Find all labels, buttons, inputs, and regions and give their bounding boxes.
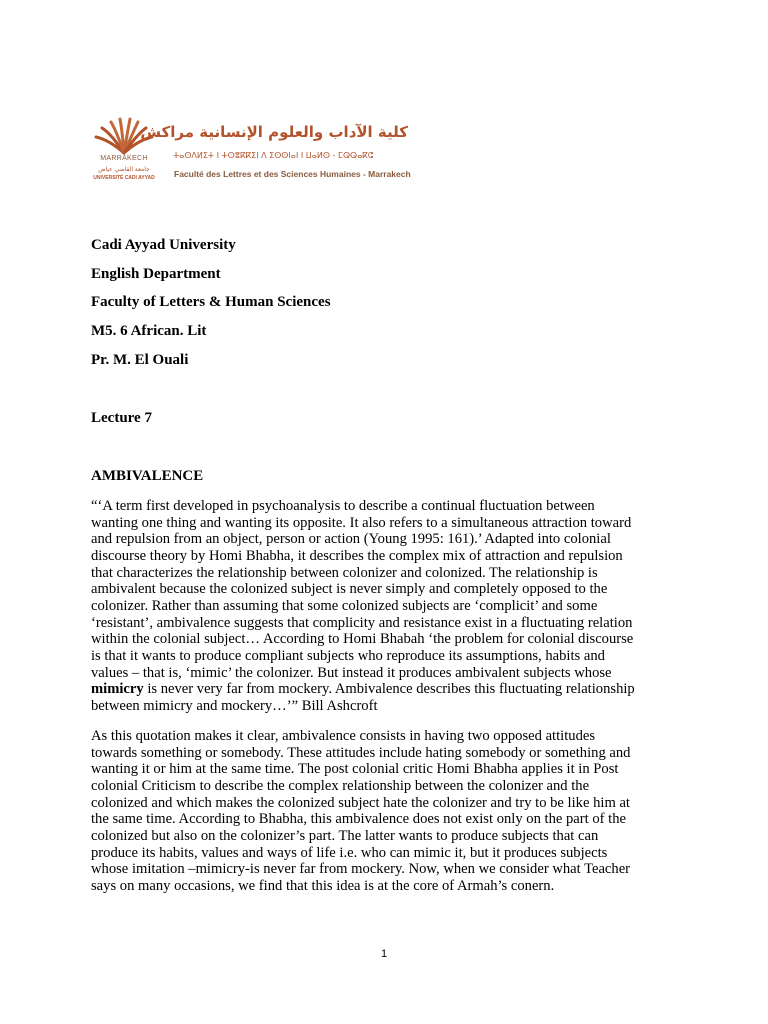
- text-line: colonized and which makes the colonized subject hate the colonizer and try to be like him at: [91, 794, 630, 811]
- lecture-number: Lecture 7: [91, 410, 152, 426]
- text-line: the same time. According to Bhabha, this ambivalence does not exist only on the part of the: [91, 811, 626, 828]
- faculty-name: Faculty of Letters & Human Sciences: [91, 294, 331, 310]
- text-line: colonial Criticism to describe the complex relationship between the colonizer and the: [91, 777, 590, 794]
- text-line: ambivalent because the colonized subject is never simply and completely opposed to the: [91, 581, 608, 598]
- department-name: English Department: [91, 266, 221, 282]
- letterhead-arabic-title: كلية الآداب والعلوم الإنسانية مراكش: [140, 123, 408, 141]
- text-line: towards something or somebody. These attitudes include hating somebody or something and: [91, 744, 631, 761]
- professor-name: Pr. M. El Ouali: [91, 352, 189, 368]
- text-line: wanting one thing and wanting its opposite. It also refers to a simultaneous attraction toward: [91, 514, 632, 531]
- page-number: 1: [380, 948, 388, 960]
- text-line: values – that is, ‘mimic’ the colonizer. But instead it produces ambivalent subjects whose: [91, 664, 612, 681]
- text-line: and repulsion from an object, person or action (Young 1995: 161).’ Adapted into colonial: [91, 531, 611, 548]
- analysis-paragraph: [91, 728, 681, 895]
- text-line: within the colonial subject… According to Homi Bhabah ‘the problem for colonial discourse: [91, 631, 634, 648]
- text-line: that characterizes the relationship between colonizer and colonized. The relationship is: [91, 564, 598, 581]
- text-line: whose imitation –mimicry-is never far from mockery. Now, when we consider what Teacher: [91, 861, 631, 878]
- logo-university-text: UNIVERSITÉ CADI AYYAD: [93, 175, 155, 181]
- text-line-rest: is never very far from mockery. Ambivalence describes this fluctuating relationship: [143, 681, 635, 698]
- text-line: says on many occasions, we find that this idea is at the core of Armah’s conern.: [91, 877, 555, 894]
- emphasis-mimicry: mimicry: [91, 681, 144, 698]
- university-name: Cadi Ayyad University: [91, 237, 236, 253]
- text-line: produce its habits, values and ways of life i.e. who can mimic it, but it produces subjects: [91, 844, 608, 861]
- text-line: As this quotation makes it clear, ambivalence consists in having two opposed attitudes: [91, 728, 596, 744]
- text-line: is that it wants to produce compliant subjects who reproduce its assumptions, habits and: [91, 647, 605, 664]
- quote-paragraph: [91, 498, 681, 715]
- text-line: colonizer. Rather than assuming that some colonized subjects are ‘complicit’ and some: [91, 597, 598, 614]
- text-line: colonized but also on the colonizer’s part. The latter wants to produce subjects that can: [91, 827, 599, 844]
- text-line: discourse theory by Homi Bhabha, it describes the complex mix of attraction and repulsion: [91, 547, 623, 564]
- text-line: “‘A term first developed in psychoanalysis to describe a continual fluctuation between: [91, 498, 595, 514]
- letterhead-french-title: Faculté des Lettres et des Sciences Humaines - Marrakech: [174, 169, 411, 179]
- logo-city-text: MARRAKECH: [100, 155, 148, 162]
- letterhead-tifinagh-title: ⵜⴰⵙⴷⵍⵉⵜ ⵏ ⵜⵙⴻⴽⴽⵉⵏ ⴷ ⵉⵙⵙⵏⴰⵏ ⵏ ⵡⴰⵍⵙ - ⵎⵕⵕⴰⴽⵛ: [173, 151, 374, 160]
- text-line: wanting it or him at the same time. The post colonial critic Homi Bhabha applies it in Post: [91, 761, 619, 778]
- faculty-letterhead: [93, 117, 423, 192]
- course-code: M5. 6 African. Lit: [91, 323, 207, 339]
- logo-arabic-text: جامعة القاضي عياض: [98, 166, 150, 173]
- text-line: between mimicry and mockery…’” Bill Ashcroft: [91, 697, 378, 714]
- text-line: ‘resistant’, ambivalence suggests that complicity and resistance exist in a fluctuating relation: [91, 614, 633, 631]
- text-line-with-emphasis: [91, 681, 681, 698]
- section-title: AMBIVALENCE: [91, 468, 204, 484]
